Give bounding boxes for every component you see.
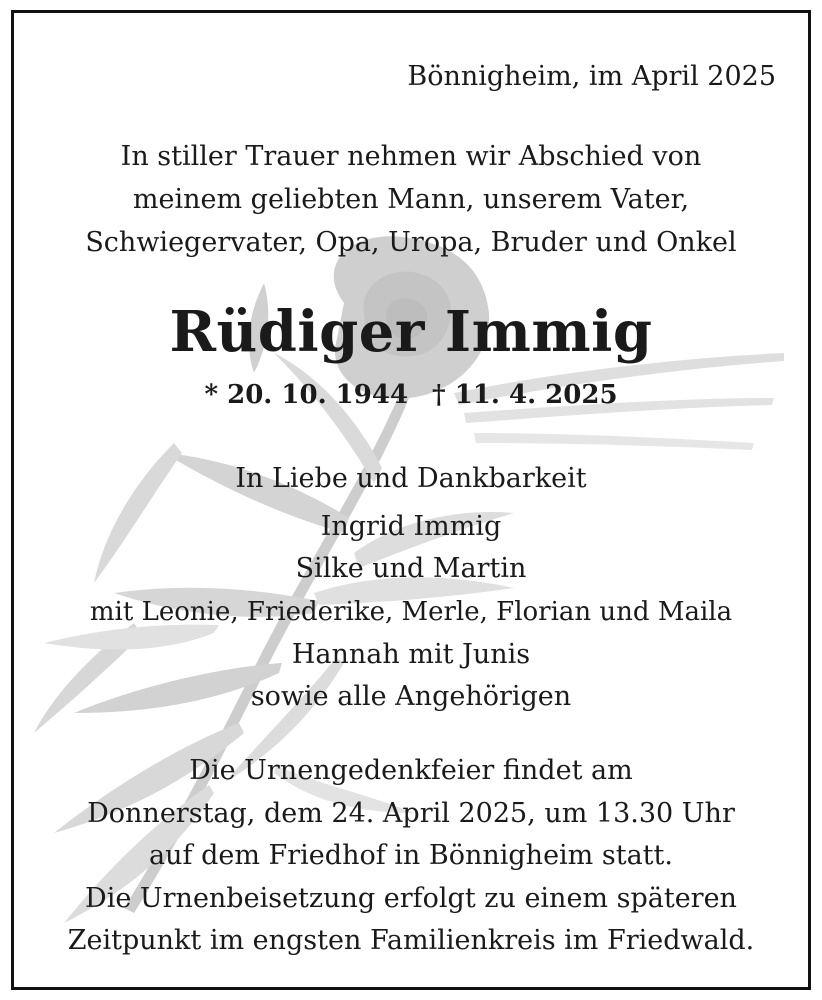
mourner-line: sowie alle Angehörigen <box>250 681 572 712</box>
intro-line: meinem geliebten Mann, unserem Vater, <box>132 184 690 215</box>
ceremony-line: auf dem Friedhof in Bönnigheim statt. <box>149 840 673 871</box>
mourner-line: Ingrid Immig <box>320 511 502 542</box>
intro-line: In stiller Trauer nehmen wir Abschied von <box>120 141 702 172</box>
place-date: Bönnigheim, im April 2025 <box>407 61 776 92</box>
birth-date: * 20. 10. 1944 <box>204 380 409 410</box>
death-date: † 11. 4. 2025 <box>432 380 618 410</box>
ceremony-line: Zeitpunkt im engsten Familienkreis im Friedwald. <box>67 925 755 956</box>
deceased-name: Rüdiger Immig <box>169 299 653 365</box>
ceremony-line: Die Urnengedenkfeier findet am <box>189 755 633 786</box>
obituary-notice <box>11 10 811 990</box>
life-dates <box>14 375 808 415</box>
mourner-line: Hannah mit Junis <box>291 639 531 670</box>
mourners-intro: In Liebe und Dankbarkeit <box>235 463 587 494</box>
intro-line: Schwiegervater, Opa, Uropa, Bruder und Onkel <box>85 227 737 258</box>
ceremony-line: Donnerstag, dem 24. April 2025, um 13.30 Uhr <box>87 798 735 829</box>
mourner-line: mit Leonie, Friederike, Merle, Florian und Maila <box>89 597 733 627</box>
mourner-line: Silke und Martin <box>295 553 527 584</box>
ceremony-line: Die Urnenbeisetzung erfolgt zu einem späteren <box>85 883 737 914</box>
